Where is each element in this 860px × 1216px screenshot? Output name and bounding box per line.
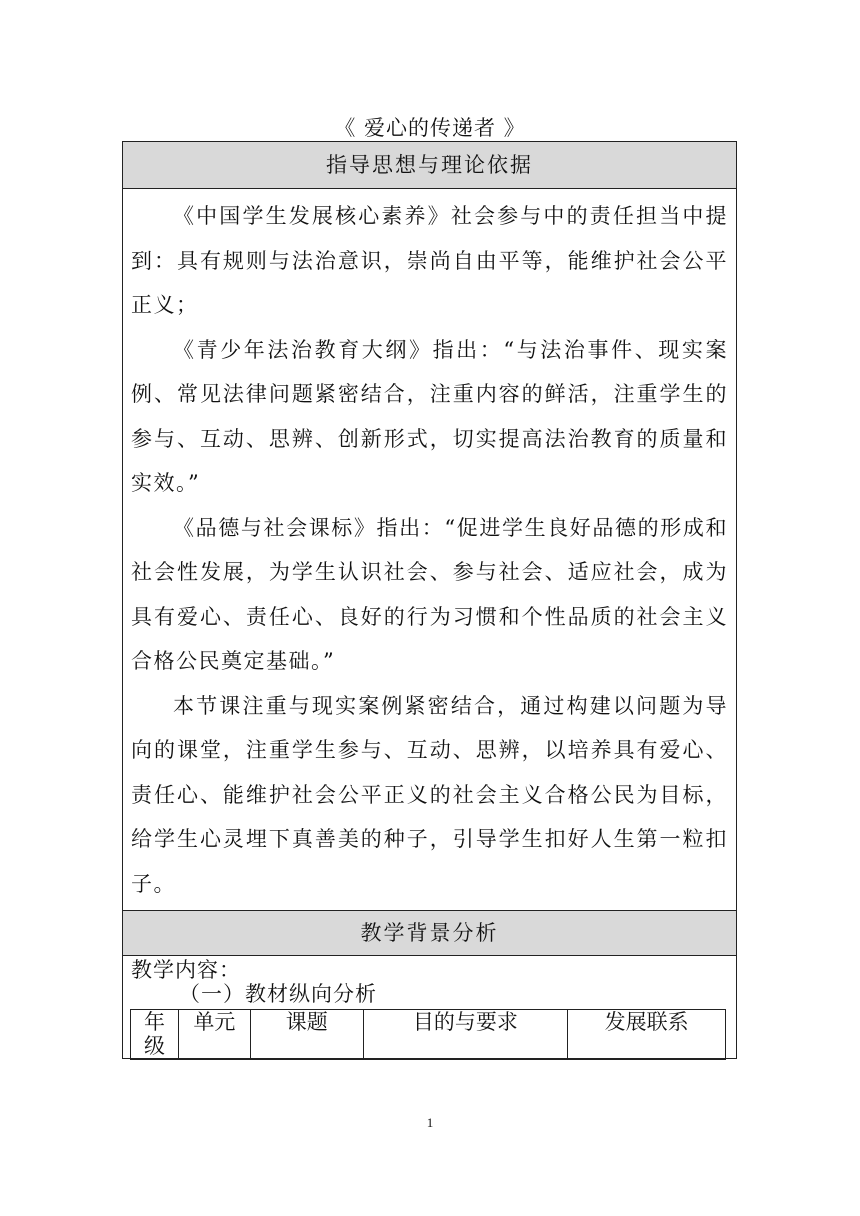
section-header-guiding-ideology: 指导思想与理论依据 bbox=[123, 142, 736, 189]
paragraph: 本节课注重与现实案例紧密结合，通过构建以问题为导向的课堂，注重学生参与、互动、思辨，以培养具有爱心、责任心、能维护社会公平正义的社会主义合格公民为目标，给学生心灵埋下真善美的种子，引导学生扣好人生第一粒扣子。 bbox=[131, 693, 728, 896]
col-header-topic: 课题 bbox=[250, 1010, 363, 1060]
background-content bbox=[131, 958, 377, 1006]
teaching-content-label: 教学内容： bbox=[131, 958, 241, 982]
section-header-background-analysis: 教学背景分析 bbox=[123, 910, 736, 956]
textbook-analysis-heading: （一）教材纵向分析 bbox=[179, 982, 377, 1006]
col-header-grade: 年级 bbox=[131, 1010, 179, 1060]
textbook-analysis-table bbox=[130, 1009, 726, 1060]
page-number: 1 bbox=[426, 1115, 434, 1130]
guiding-ideology-content bbox=[131, 194, 728, 906]
paragraph: 《中国学生发展核心素养》社会参与中的责任担当中提到：具有规则与法治意识，崇尚自由平等，能维护社会公平正义； bbox=[131, 204, 728, 317]
col-header-unit: 单元 bbox=[178, 1010, 250, 1060]
lesson-plan-table bbox=[122, 141, 737, 1059]
table-header-row bbox=[131, 1010, 726, 1060]
paragraph: 《青少年法治教育大纲》指出：“与法治事件、现实案例、常见法律问题紧密结合，注重内容的鲜活，注重学生的参与、互动、思辨、创新形式，切实提高法治教育的质量和实效。” bbox=[131, 337, 728, 495]
document-title: 《 爱心的传递者 》 bbox=[334, 116, 526, 140]
col-header-goals: 目的与要求 bbox=[363, 1010, 568, 1060]
col-header-connections: 发展联系 bbox=[568, 1010, 726, 1060]
paragraph: 《品德与社会课标》指出：“促进学生良好品德的形成和社会性发展，为学生认识社会、参与社会、适应社会，成为具有爱心、责任心、良好的行为习惯和个性品质的社会主义合格公民奠定基础。” bbox=[131, 515, 728, 673]
